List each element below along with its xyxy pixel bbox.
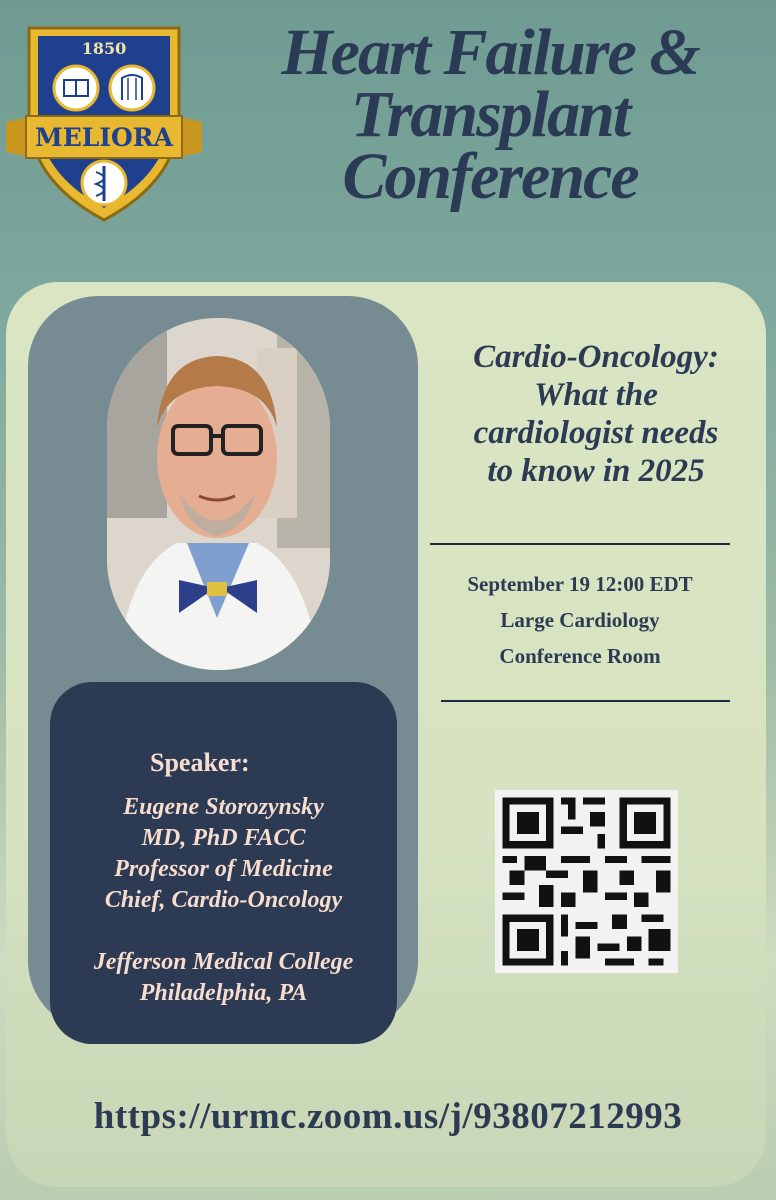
speaker-institution: Jefferson Medical College bbox=[93, 949, 354, 975]
speaker-details bbox=[50, 792, 397, 1009]
speaker-role: Chief, Cardio-Oncology bbox=[104, 887, 343, 913]
title-line-2: Transplant bbox=[350, 78, 630, 151]
qr-code[interactable] bbox=[495, 790, 678, 973]
talk-title-line-1: Cardio-Oncology: bbox=[473, 339, 719, 375]
divider-bottom bbox=[441, 700, 730, 702]
event-datetime: September 19 12:00 EDT bbox=[467, 572, 693, 596]
title-line-3: Conference bbox=[342, 140, 638, 213]
talk-title-line-4: to know in 2025 bbox=[487, 453, 705, 489]
talk-title-line-2: What the bbox=[534, 377, 658, 413]
event-info bbox=[430, 566, 730, 674]
speaker-credentials: MD, PhD FACC bbox=[141, 825, 306, 851]
talk-title bbox=[430, 338, 762, 490]
speaker-location: Philadelphia, PA bbox=[139, 980, 308, 1006]
speaker-label: Speaker: bbox=[150, 748, 250, 777]
speaker-name: Eugene Storozynsky bbox=[123, 794, 324, 820]
svg-text:1850: 1850 bbox=[81, 39, 127, 58]
divider-top bbox=[430, 543, 730, 545]
speaker-info-box bbox=[50, 682, 397, 1044]
speaker-photo bbox=[107, 318, 330, 670]
event-venue-line-2: Conference Room bbox=[499, 644, 661, 668]
svg-text:MELIORA: MELIORA bbox=[35, 123, 173, 152]
event-venue-line-1: Large Cardiology bbox=[500, 608, 660, 632]
talk-title-line-3: cardiologist needs bbox=[473, 415, 719, 451]
zoom-meeting-link[interactable]: https://urmc.zoom.us/j/93807212993 bbox=[93, 1096, 683, 1137]
university-crest-logo bbox=[4, 20, 204, 225]
title-line-1: Heart Failure & bbox=[281, 16, 699, 89]
speaker-position: Professor of Medicine bbox=[114, 856, 333, 882]
conference-title bbox=[210, 16, 770, 213]
